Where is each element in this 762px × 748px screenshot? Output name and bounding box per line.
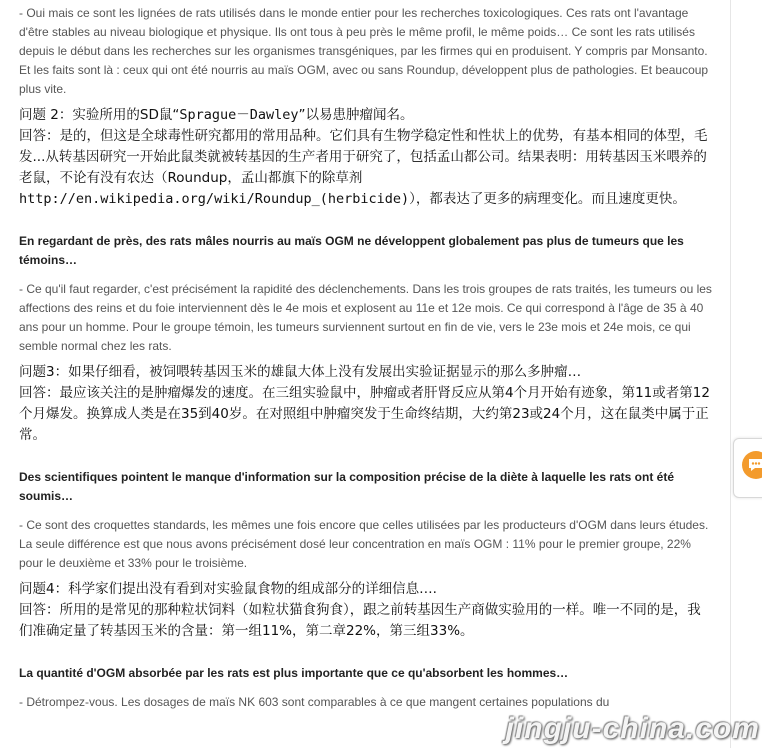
question-zh-2-end: ”以易患肿瘤闻名。 — [298, 107, 414, 123]
question-fr-3: En regardant de près, des rats mâles nourris au maïs OGM ne développent globalement pas plus de tumeurs que les témoins… — [19, 234, 684, 267]
answer-zh-2 — [19, 126, 714, 210]
roundup-wikipedia-link[interactable]: http://en.wikipedia.org/wiki/Roundup_(herbicide) — [19, 191, 410, 207]
answer-zh-2-end: ），都表达了更多的病理变化。而且速度更快。 — [409, 191, 686, 207]
question-zh-4: 问题4：科学家们提出没有看到对实验鼠食物的组成部分的详细信息…. — [19, 581, 437, 597]
answer-fr-3: - Ce qu'il faut regarder, c'est précisément la rapidité des déclenchements. Dans les trois groupes de rats traités, les tumeurs ou les affections des reins et du foie interviennent dès le 4e mois et explosent au 11e et 12e mois. Ce qui correspond à l'âge de 35 à 40 ans pour un homme. Pour le groupe témoin, les tumeurs surviennent surtout en fin de vie, vers le 23e mois et 24e mois, ce qui semble normal chez les rats. — [19, 282, 712, 353]
answer-zh-2-text: 回答：是的，但这是全球毒性研究都用的常用品种。它们具有生物学稳定性和性状上的优势，有基本相同的体型，毛发...从转基因研究一开始此鼠类就被转基因的生产者用于研究了，包括孟山都公司。结果表明：用转基因玉米喂养的老鼠，不论有没有农达（Roundup，孟山都旗下的除草剂 — [19, 128, 708, 186]
chat-bubble-icon — [742, 451, 762, 479]
article-body — [19, 4, 714, 712]
question-zh-3: 问题3：如果仔细看，被饲喂转基因玉米的雄鼠大体上没有发展出实验证据显示的那么多肿瘤… — [19, 364, 582, 380]
question-fr-4: Des scientifiques pointent le manque d'information sur la composition précise de la diète à laquelle les rats ont été soumis… — [19, 470, 675, 503]
rat-strain-name: Sprague－Dawley — [179, 107, 299, 123]
answer-zh-4: 回答：所用的是常见的那种粒状饲料（如粒状猫食狗食），跟之前转基因生产商做实验用的一样。唯一不同的是，我们准确定量了转基因玉米的含量：第一组11%，第二章22%，第三组33%。 — [19, 602, 701, 639]
answer-fr-1: - Oui mais ce sont les lignées de rats utilisés dans le monde entier pour les recherches toxicologiques. Ces rats ont l'avantage d'être stables au niveau biologique et physique. Ils ont tous à peu près le même profil, le même poids… Ce sont les rats utilisés depuis le début dans les recherches sur les organismes transgéniques, par les firmes qui en produisent. Y compris par Monsanto. Et les faits sont là : ceux qui ont été nourris au maïs OGM, avec ou sans Roundup, développent plus de pathologies. Et beaucoup plus vite. — [19, 6, 709, 96]
answer-fr-4: - Ce sont des croquettes standards, les mêmes une fois encore que celles utilisées par les producteurs d'OGM dans leurs études. La seule différence est que nous avons précisément dosé leur concentration en maïs OGM : 11% pour le premier groupe, 22% pour le deuxième et 33% pour le troisième. — [19, 518, 709, 570]
site-watermark: jingju-china.com — [505, 712, 760, 745]
answer-fr-5: - Détrompez-vous. Les dosages de maïs NK 603 sont comparables à ce que mangent certaines populations du — [19, 695, 610, 709]
question-fr-5: La quantité d'OGM absorbée par les rats est plus importante que ce qu'absorbent les hommes… — [19, 666, 569, 680]
question-zh-2 — [19, 105, 714, 126]
floating-chat-button[interactable] — [733, 438, 762, 498]
question-zh-2-text: 问题 2：实验所用的SD鼠“ — [19, 107, 180, 123]
answer-zh-3: 回答：最应该关注的是肿瘤爆发的速度。在三组实验鼠中，肿瘤或者肝肾反应从第4个月开始有迹象，第11或者第12个月爆发。换算成人类是在35到40岁。在对照组中肿瘤突发于生命终结期，大约第23或24个月，这在鼠类中属于正常。 — [19, 385, 710, 443]
